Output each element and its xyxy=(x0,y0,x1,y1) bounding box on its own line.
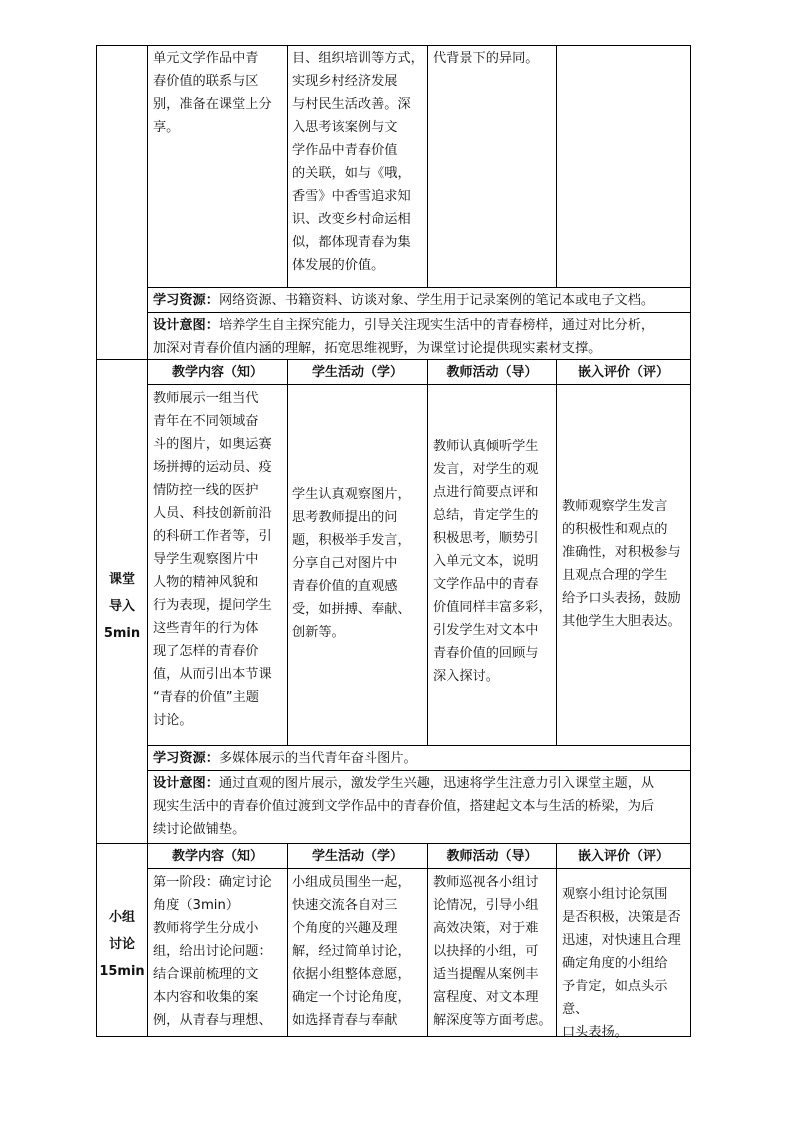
line: 确定角度的小组给 xyxy=(562,956,668,971)
line: 代背景下的异同。 xyxy=(433,51,539,66)
line: 入单元文本，说明 xyxy=(433,554,539,569)
line: 题，积极举手发言， xyxy=(292,533,411,548)
line: 快速交流各自对三 xyxy=(292,898,398,913)
line: “青春的价值”主题 xyxy=(153,690,259,705)
s1-intent-row xyxy=(153,772,688,841)
line: 青春价值的回顾与 xyxy=(433,646,539,661)
line: 教师巡视各小组讨 xyxy=(433,875,539,890)
line: 现了怎样的青春价 xyxy=(153,644,259,659)
line: 的关联，如与《哦， xyxy=(292,166,411,181)
line: 是否积极，决策是否 xyxy=(562,910,681,925)
line: 小组成员围坐一起， xyxy=(292,875,411,890)
s1-eval-cell xyxy=(562,495,689,633)
s2-eval-cell xyxy=(562,883,689,1044)
line: 人员、科技创新前沿 xyxy=(153,506,272,521)
line: 的科研工作者等，引 xyxy=(153,529,272,544)
line: 其他学生大胆表达。 xyxy=(562,614,681,629)
line: 价值同样丰富多彩， xyxy=(433,600,552,615)
s0-content-cell xyxy=(153,47,285,139)
line: 确定一个讨论角度， xyxy=(292,990,411,1005)
line: 人物的精神风貌和 xyxy=(153,575,259,590)
s0-student-cell xyxy=(292,47,426,277)
line: 现实生活中的青春价值过渡到文学作品中的青春价值，搭建起文本与生活的桥梁，为后 xyxy=(153,799,655,814)
s1-teacher-cell xyxy=(433,435,555,688)
line: 观察小组讨论氛围 xyxy=(562,887,668,902)
line: 值，从而引出本节课 xyxy=(153,667,272,682)
line: 别，准备在课堂上分 xyxy=(153,97,272,112)
line: 似，都体现青春为集 xyxy=(292,235,411,250)
line: 点进行简要点评和 xyxy=(433,485,539,500)
line: 本内容和收集的案 xyxy=(153,990,259,1005)
line: 解，经过简单讨论， xyxy=(292,944,411,959)
line: 深入探讨。 xyxy=(433,669,499,684)
line: 加深对青春价值内涵的理解，拓宽思维视野，为课堂讨论提供现实素材支撑。 xyxy=(153,341,602,356)
s1-content-cell xyxy=(153,387,285,732)
line: 识、改变乡村命运相 xyxy=(292,212,411,227)
line: 场拼搏的运动员、疫 xyxy=(153,460,272,475)
line: 这些青年的行为体 xyxy=(153,621,259,636)
line: 积极思考，顺势引 xyxy=(433,531,539,546)
line: 论情况，引导小组 xyxy=(433,898,539,913)
line: 春价值的联系与区 xyxy=(153,74,259,89)
resources-label: 学习资源： xyxy=(153,751,219,766)
line: 教师将学生分成小 xyxy=(153,921,259,936)
line: 设计意图：通过直观的图片展示，激发学生兴趣，迅速将学生注意力引入课堂主题，从 xyxy=(153,776,655,791)
line: 行为表现，提问学生 xyxy=(153,598,272,613)
line: 总结，肯定学生的 xyxy=(433,508,539,523)
header-student: 学生活动（学） xyxy=(311,849,403,864)
line: 例，从青春与理想、 xyxy=(153,1013,272,1028)
resources-text: 多媒体展示的当代青年奋斗图片。 xyxy=(218,751,417,766)
line: 个角度的兴趣及理 xyxy=(292,921,398,936)
line: 分享自己对图片中 xyxy=(292,556,398,571)
line: 迅速，对快速且合理 xyxy=(562,933,681,948)
line: 单元文学作品中青 xyxy=(153,51,259,66)
line: 体发展的价值。 xyxy=(292,258,385,273)
line: 青春价值的直观感 xyxy=(292,579,398,594)
intent-label: 设计意图： xyxy=(153,318,219,333)
line: 学生认真观察图片， xyxy=(292,487,411,502)
line: 入思考该案例与文 xyxy=(292,120,398,135)
line: 实现乡村经济发展 xyxy=(292,74,398,89)
line: 情防控一线的医护 xyxy=(153,483,259,498)
header-content: 教学内容（知） xyxy=(171,365,263,380)
line: 香雪》中香雪追求知 xyxy=(292,189,411,204)
line: 结合课前梳理的文 xyxy=(153,967,259,982)
line: 教师观察学生发言 xyxy=(562,499,668,514)
line: 高效决策，对于难 xyxy=(433,921,539,936)
s1-resources-row xyxy=(153,747,688,770)
line: 创新等。 xyxy=(292,625,345,640)
line: 依据小组整体意愿， xyxy=(292,967,411,982)
header-evaluation: 嵌入评价（评） xyxy=(577,849,669,864)
line: 适当提醒从案例丰 xyxy=(433,967,539,982)
line: 予肯定，如点头示意、 xyxy=(562,979,668,1017)
line: 的积极性和观点的 xyxy=(562,522,668,537)
line: 斗的图片，如奥运赛 xyxy=(153,437,272,452)
s2-row-label: 小组 讨论 15min xyxy=(99,910,145,979)
line: 教师认真倾听学生 xyxy=(433,439,539,454)
s0-resources-row xyxy=(153,289,688,312)
header-content: 教学内容（知） xyxy=(171,849,263,864)
header-evaluation: 嵌入评价（评） xyxy=(577,365,669,380)
line: 享。 xyxy=(153,120,180,135)
line: 讨论。 xyxy=(153,713,193,728)
line: 准确性，对积极参与 xyxy=(562,545,681,560)
intent-label: 设计意图： xyxy=(153,776,219,791)
s1-row-label: 课堂 导入 5min xyxy=(103,572,141,641)
line: 续讨论做铺垫。 xyxy=(153,822,246,837)
line: 富程度、对文本理 xyxy=(433,990,539,1005)
s2-student-cell xyxy=(292,871,426,1032)
line: 发言，对学生的观 xyxy=(433,462,539,477)
line: 思考教师提出的问 xyxy=(292,510,398,525)
line: 受，如拼搏、奉献、 xyxy=(292,602,411,617)
line: 青年在不同领域奋 xyxy=(153,414,259,429)
header-teacher: 教师活动（导） xyxy=(446,849,538,864)
line: 口头表扬。 xyxy=(562,1025,628,1040)
line: 给予口头表扬，鼓励 xyxy=(562,591,681,606)
s1-student-cell xyxy=(292,483,426,644)
line: 解深度等方面考虑。 xyxy=(433,1013,552,1028)
line: 教师展示一组当代 xyxy=(153,391,259,406)
header-student: 学生活动（学） xyxy=(311,365,403,380)
line: 目、组织培训等方式， xyxy=(292,51,424,66)
line: 组，给出讨论问题： xyxy=(153,944,272,959)
line: 第一阶段：确定讨论 xyxy=(153,875,272,890)
line: 导学生观察图片中 xyxy=(153,552,259,567)
s2-teacher-cell xyxy=(433,871,555,1032)
line: 设计意图：培养学生自主探究能力，引导关注现实生活中的青春榜样，通过对比分析， xyxy=(153,318,655,333)
line: 文学作品中的青春 xyxy=(433,577,539,592)
line: 以抉择的小组，可 xyxy=(433,944,539,959)
line: 角度（3min） xyxy=(153,898,240,913)
resources-label: 学习资源： xyxy=(153,293,219,308)
line: 与村民生活改善。深 xyxy=(292,97,411,112)
resources-text: 网络资源、书籍资料、访谈对象、学生用于记录案例的笔记本或电子文档。 xyxy=(218,293,655,308)
header-teacher: 教师活动（导） xyxy=(446,365,538,380)
s0-intent-row xyxy=(153,314,688,360)
line: 如选择青春与奉献 xyxy=(292,1013,398,1028)
s2-content-cell xyxy=(153,871,285,1032)
line: 且观点合理的学生 xyxy=(562,568,668,583)
line: 引发学生对文本中 xyxy=(433,623,539,638)
line: 学作品中青春价值 xyxy=(292,143,398,158)
s0-teacher-cell xyxy=(433,47,555,70)
